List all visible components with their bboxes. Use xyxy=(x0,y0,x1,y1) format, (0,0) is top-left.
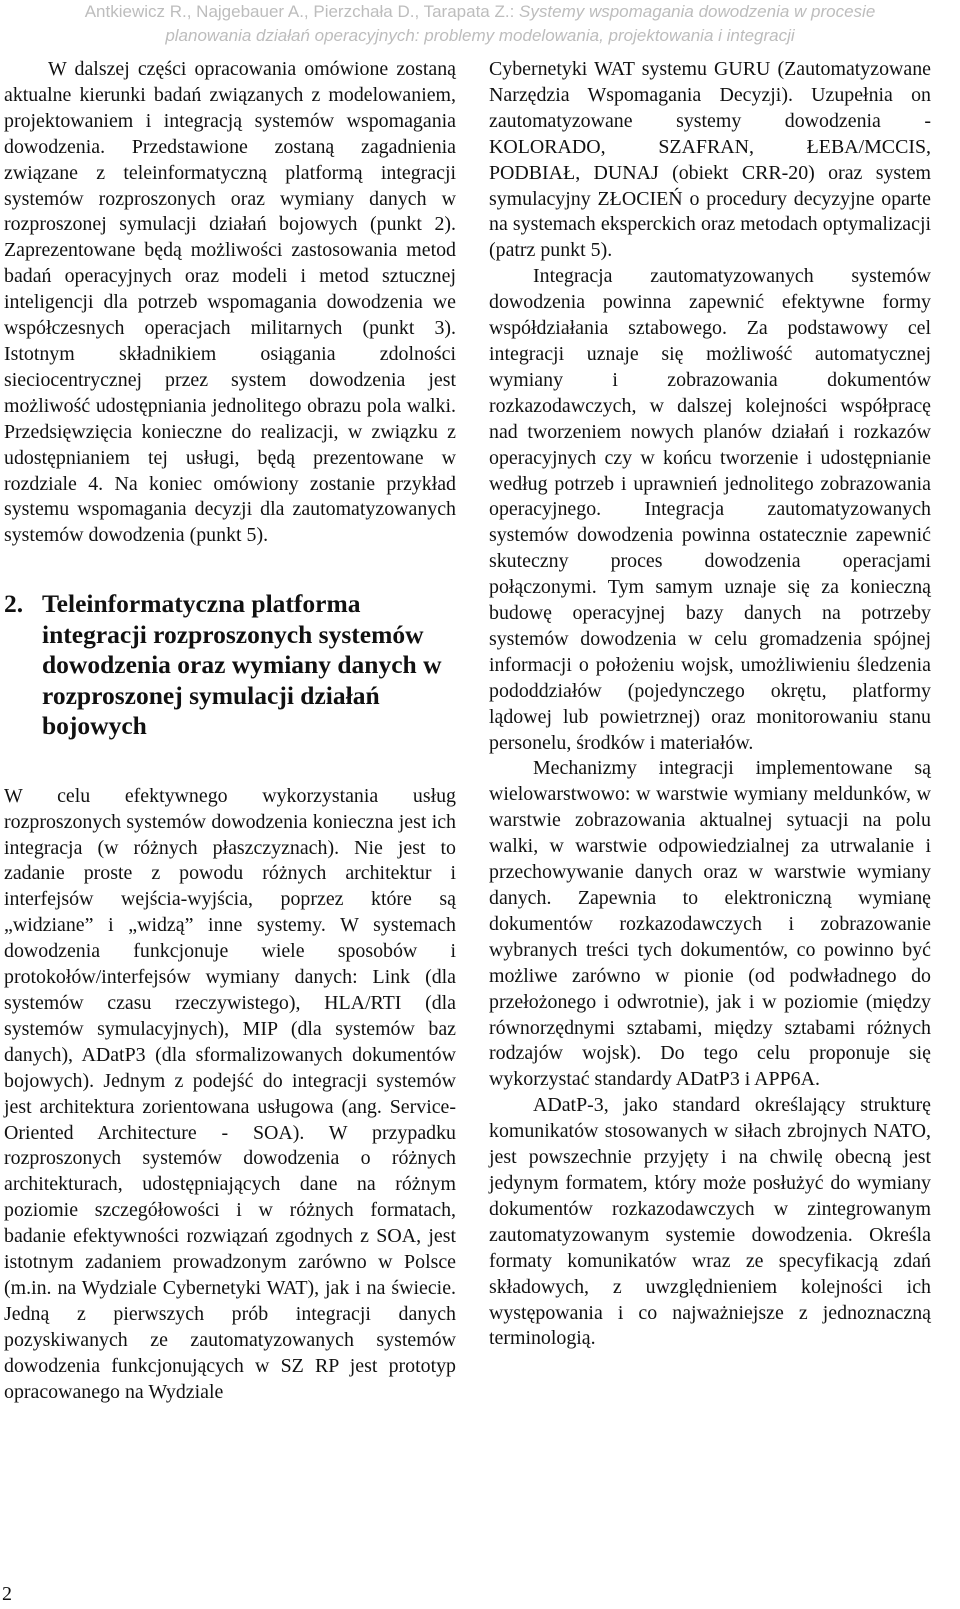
page-number: 2 xyxy=(2,1583,12,1605)
header-title-part-1: Systemy wspomagania dowodzenia w procesie xyxy=(519,2,876,21)
header-authors: Antkiewicz R., Najgebauer A., Pierzchała D., Tarapata Z.: xyxy=(84,2,520,21)
section-heading xyxy=(4,589,456,742)
integration-paragraph: Integracja zautomatyzowanych systemów dowodzenia powinna zapewnić efektywne formy współdziałania sztabowego. Za podstawowy cel integracji uznaje się możliwość automatycznej wymiany i zobrazowania dokumentów rozkazodawczych, w dalszej kolejności współpracę nad tworzeniem nowych planów działań i rozkazów operacyjnych czy w końcu tworzenie i udostępnianie według potrzeb i uprawnień jednolitego zobrazowania operacyjnego. Integracja zautomatyzowanych systemów dowodzenia powinna ostatecznie zapewnić skuteczny proces dowodzenia operacjami połączonymi. Tym samym uznaje się za konieczną budowę operacyjnej bazy danych na potrzeby systemów dowodzenia w celu gromadzenia spójnej informacji o położeniu wojsk, umożliwieniu śledzenia pododdziałów (pojedynczego okrętu, platformy lądowej lub powietrznej) oraz monitorowaniu stanu personelu, środków i materiałów. xyxy=(489,265,931,754)
running-header-line-2: planowania działań operacyjnych: problemy modelowania, projektowania i integracji xyxy=(165,26,795,45)
right-column xyxy=(489,57,931,1352)
section-paragraph: W celu efektywnego wykorzystania usług rozproszonych systemów dowodzenia konieczna jest ich integracja (w różnych płaszczyznach). Nie jest to zadanie proste z powodu różnych architektur i interfejsów wejścia-wyjścia, poprzez które są „widziane” i „widzą” inne systemy. W systemach dowodzenia funkcjonuje wiele sposobów i protokołów/interfejsów wymiany danych: Link (dla systemów czasu rzeczywistego), HLA/RTI (dla systemów symulacyjnych), MIP (dla systemów baz danych), ADatP3 (dla sformalizowanych dokumentów bojowych). Jednym z podejść do integracji systemów jest architektura zorientowana usługowa (ang. Service-Oriented Architecture - SOA). W przypadku rozproszonych systemów dowodzenia o różnych architekturach, udostępniających dane na różnym poziomie szczegółowości i w różnych formatach, badanie efektywności rozwiązań zgodnych z SOA, jest istotnym zadaniem prowadzonym zarówno w Polsce (m.in. na Wydziale Cybernetyki WAT), jak i na świecie. Jedną z pierwszych prób integracji danych pozyskiwanych ze zautomatyzowanych systemów dowodzenia funkcjonujących w SZ RP jest prototyp opracowanego na Wydziale xyxy=(4,784,456,1403)
continuation-paragraph: Cybernetyki WAT systemu GURU (Zautomatyzowane Narzędzia Wspomagania Decyzji). Uzupełnia on zautomatyzowane systemy dowodzenia - KOLORADO, SZAFRAN, ŁEBA/MCCIS, PODBIAŁ, DUNAJ (obiekt CRR-20) oraz system symulacyjny ZŁOCIEŃ o procedury decyzyjne oparte na systemach eksperckich oraz metodach optymalizacji (patrz punkt 5). xyxy=(489,58,931,262)
section-number: 2. xyxy=(4,589,24,619)
left-column xyxy=(4,57,456,1405)
section-title: Teleinformatyczna platforma integracji rozproszonych systemów dowodzenia oraz wymiany danych w rozproszonej symulacji działań bojowych xyxy=(42,589,442,741)
intro-paragraph: W dalszej części opracowania omówione zostaną aktualne kierunki badań związanych z modelowaniem, projektowaniem i integracją systemów wspomagania dowodzenia. Przedstawione zostaną zagadnienia związane z teleinformatyczną platformą integracji systemów rozproszonych oraz wymiany danych w rozproszonej symulacji działań bojowych (punkt 2). Zaprezentowane będą możliwości zastosowania metod badań operacyjnych oraz modeli i metod sztucznej inteligencji dla potrzeb wspomagania dowodzenia we współczesnych operacjach militarnych (punkt 3). Istotnym składnikiem osiągania zdolności sieciocentrycznej przez system dowodzenia jest możliwość udostępniania jednolitego obrazu pola walki. Przedsięwzięcia konieczne do realizacji, w związku z udostępnianiem tej usługi, będą prezentowane w rozdziale 4. Na koniec omówiony zostanie przykład systemu wspomagania decyzji dla zautomatyzowanych systemów dowodzenia (punkt 5). xyxy=(4,58,456,547)
mechanisms-paragraph: Mechanizmy integracji implementowane są wielowarstwowo: w warstwie wymiany meldunków, w warstwie zobrazowania aktualnej sytuacji na polu walki, w warstwie odpowiedzialnej za utrwalanie i przechowywanie danych oraz w warstwie wymiany danych. Zapewnia to elektroniczną wymianę dokumentów rozkazodawczych i zobrazowanie wybranych treści tych dokumentów, co powinno być możliwe zarówno w pionie (od podwładnego do przełożonego i odwrotnie), jak i w poziomie (między równorzędnymi sztabami, między sztabami różnych rodzajów wojsk). Do tego celu proponuje się wykorzystać standardy ADatP3 i APP6A. xyxy=(489,757,931,1091)
running-header-line-1 xyxy=(0,1,960,23)
adatp3-paragraph: ADatP-3, jako standard określający strukturę komunikatów stosowanych w siłach zbrojnych NATO, jest powszechnie przyjęty i na chwilę obecną jest jedynym formatem, który może posłużyć do wymiany dokumentów rozkazodawczych w zintegrowanym zautomatyzowanym systemie dowodzenia. Określa formaty komunikatów wraz ze specyfikacją zdań składowych, z uwzględnieniem kolejności ich występowania i co najważniejsze z jednoznaczną terminologią. xyxy=(489,1094,931,1350)
